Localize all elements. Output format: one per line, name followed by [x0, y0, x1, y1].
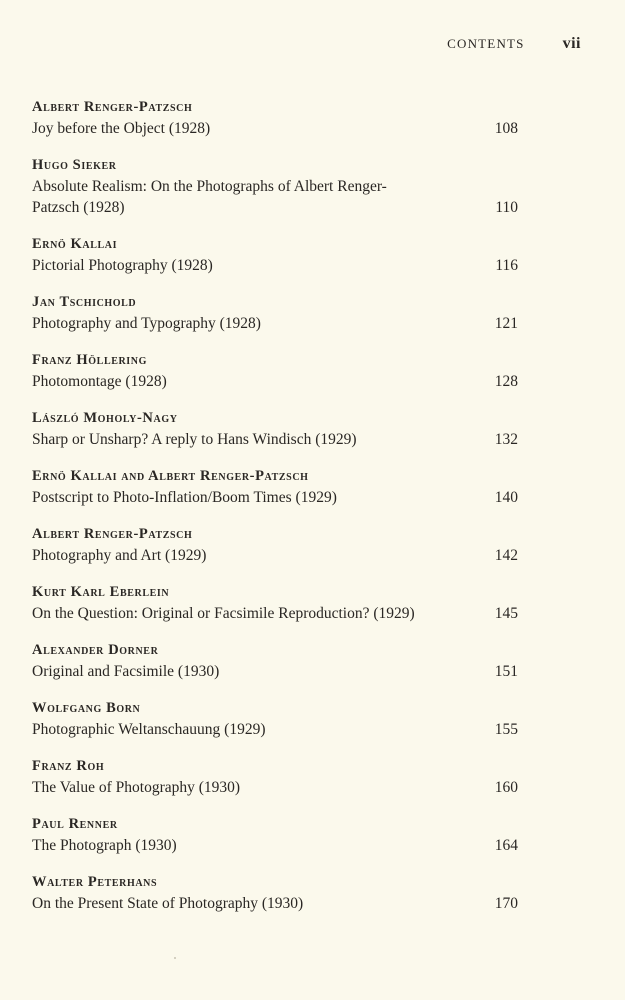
toc-entry — [32, 640, 518, 682]
toc-entry-author: Jan Tschichold — [32, 294, 137, 310]
toc-entry-title: Photography and Typography (1928) — [32, 315, 261, 332]
toc-entry-title: Sharp or Unsharp? A reply to Hans Windisch (1929) — [32, 431, 357, 448]
toc-entry — [32, 234, 518, 276]
toc-entry-title: On the Present State of Photography (1930) — [32, 895, 304, 912]
toc-entry-title-row — [32, 777, 518, 798]
toc-entry-title-row — [32, 313, 518, 334]
toc-entry-title-row — [32, 893, 518, 914]
table-of-contents — [32, 97, 518, 930]
toc-entry-page-number: 155 — [494, 721, 518, 738]
toc-entry-title: The Photograph (1930) — [32, 837, 177, 854]
toc-entry-title: The Value of Photography (1930) — [32, 779, 241, 796]
toc-entry-author: Walter Peterhans — [32, 874, 158, 890]
toc-entry-title: Photography and Art (1929) — [32, 547, 207, 564]
toc-entry — [32, 756, 518, 798]
toc-entry-author: Kurt Karl Eberlein — [32, 584, 170, 600]
toc-entry-page-number: 132 — [494, 431, 518, 448]
toc-entry-title: Postscript to Photo-Inflation/Boom Times (1929) — [32, 489, 337, 506]
toc-entry-title: Original and Facsimile (1930) — [32, 663, 220, 680]
toc-entry-author: Franz Höllering — [32, 352, 147, 368]
toc-entry-title: On the Question: Original or Facsimile Reproduction? (1929) — [32, 605, 415, 622]
toc-entry-author: Paul Renner — [32, 816, 118, 832]
toc-entry-page-number: 128 — [494, 373, 518, 390]
toc-entry-title: Photographic Weltanschauung (1929) — [32, 721, 266, 738]
toc-entry-title-row — [32, 719, 518, 740]
toc-entry-page-number: 151 — [494, 663, 518, 680]
page-number: vii — [562, 35, 581, 52]
toc-entry-title-row — [32, 661, 518, 682]
toc-entry-page-number: 142 — [494, 547, 518, 564]
toc-entry-title-row — [32, 487, 518, 508]
running-head-label: CONTENTS — [447, 36, 525, 51]
toc-entry-title-row — [32, 118, 518, 139]
toc-entry-author: Hugo Sieker — [32, 157, 117, 173]
toc-entry-page-number: 164 — [494, 837, 518, 854]
toc-entry — [32, 155, 518, 218]
toc-entry-page-number: 110 — [495, 199, 518, 216]
toc-entry-author: Albert Renger-Patzsch — [32, 526, 193, 542]
toc-entry — [32, 97, 518, 139]
toc-entry-title-row — [32, 603, 518, 624]
toc-entry — [32, 582, 518, 624]
toc-entry-author: László Moholy-Nagy — [32, 410, 178, 426]
toc-entry — [32, 524, 518, 566]
toc-entry — [32, 292, 518, 334]
toc-entry-title-row — [32, 429, 518, 450]
toc-entry-title: Pictorial Photography (1928) — [32, 257, 213, 274]
toc-entry-page-number: 160 — [494, 779, 518, 796]
toc-entry-page-number: 108 — [494, 120, 518, 137]
toc-entry-author: Franz Roh — [32, 758, 105, 774]
toc-entry — [32, 408, 518, 450]
toc-entry-author: Ernö Kallai and Albert Renger-Patzsch — [32, 468, 309, 484]
toc-entry-author: Alexander Dorner — [32, 642, 159, 658]
toc-entry-author: Albert Renger-Patzsch — [32, 99, 193, 115]
toc-entry-title: Joy before the Object (1928) — [32, 120, 211, 137]
toc-entry-title: Photomontage (1928) — [32, 373, 167, 390]
toc-entry-page-number: 170 — [494, 895, 518, 912]
toc-entry — [32, 698, 518, 740]
toc-entry — [32, 466, 518, 508]
toc-entry-title: Absolute Realism: On the Photographs of Albert Renger-Patzsch (1928) — [32, 178, 387, 216]
toc-entry-title-row — [32, 176, 518, 218]
toc-entry-page-number: 121 — [494, 315, 518, 332]
toc-entry-title-row — [32, 545, 518, 566]
toc-entry-page-number: 116 — [495, 257, 518, 274]
toc-entry-page-number: 140 — [494, 489, 518, 506]
paper-speck — [174, 957, 176, 959]
toc-entry — [32, 350, 518, 392]
toc-entry-author: Wolfgang Born — [32, 700, 141, 716]
toc-entry-author: Ernö Kallai — [32, 236, 118, 252]
toc-entry-page-number: 145 — [494, 605, 518, 622]
running-head — [447, 35, 581, 53]
toc-entry-title-row — [32, 835, 518, 856]
toc-entry-title-row — [32, 371, 518, 392]
toc-entry — [32, 872, 518, 914]
toc-entry — [32, 814, 518, 856]
toc-entry-title-row — [32, 255, 518, 276]
